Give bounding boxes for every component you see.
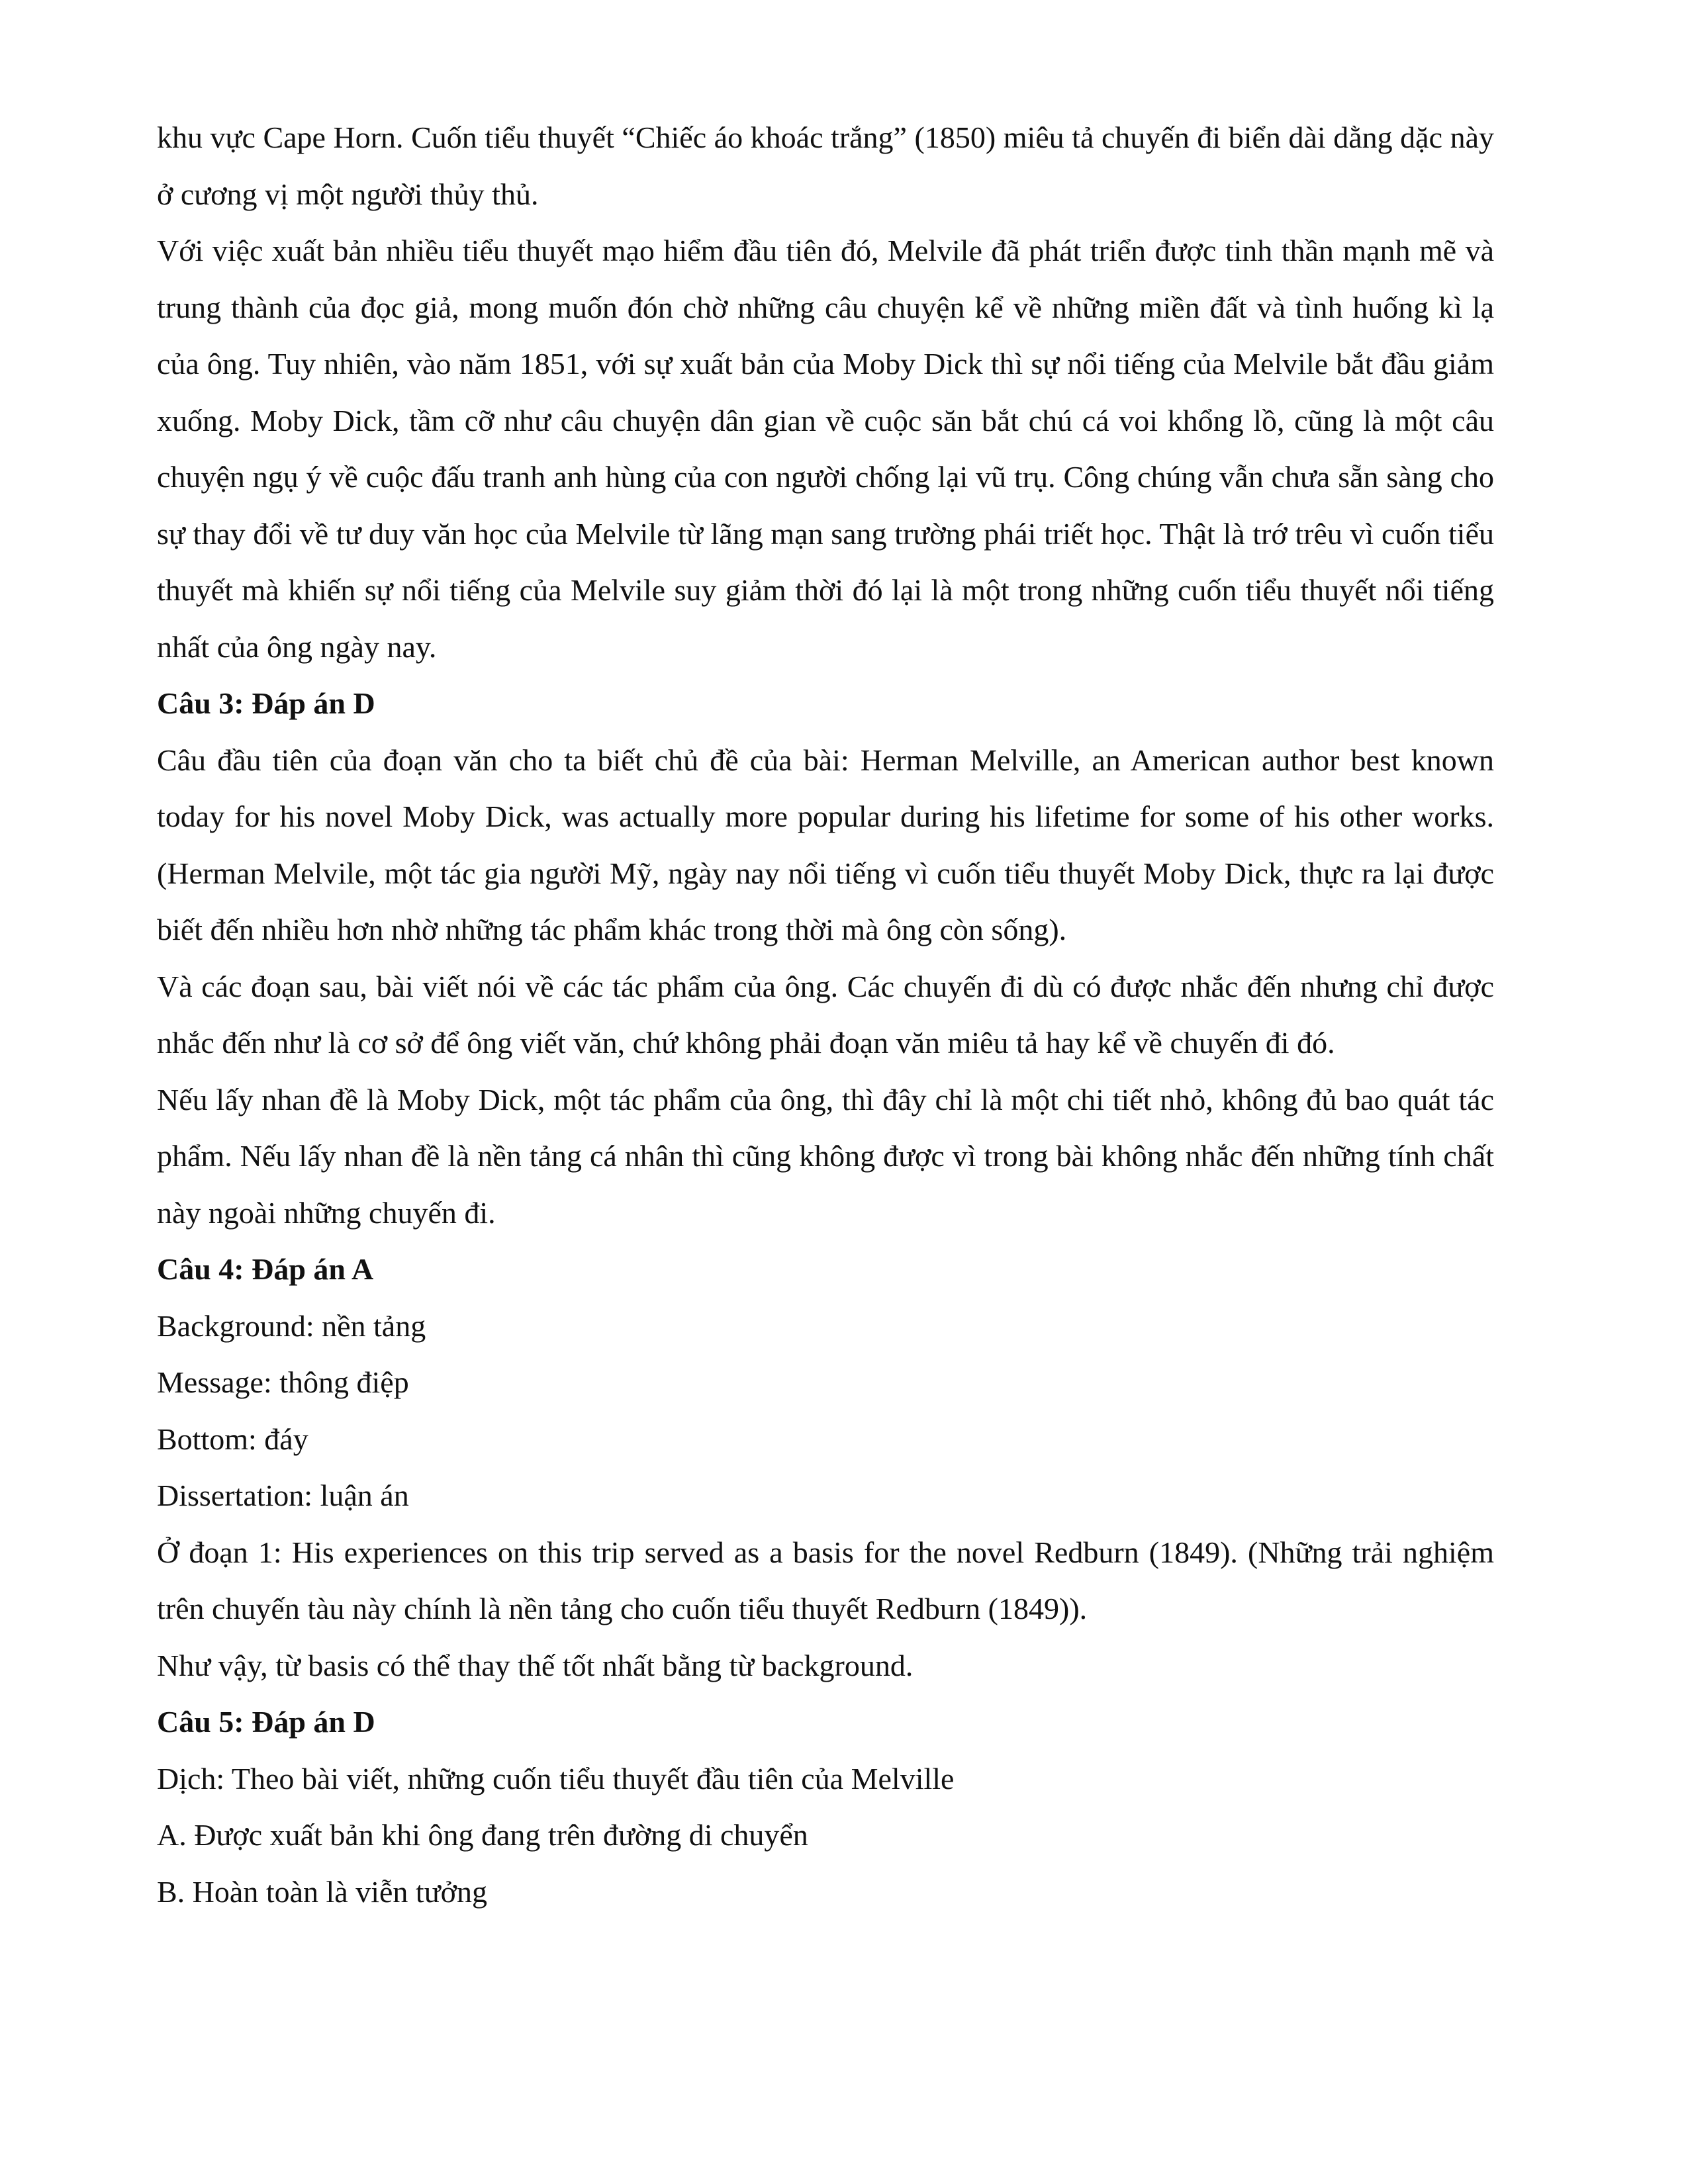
question-4-explanation-2: Như vậy, từ basis có thể thay thế tốt nhất bằng từ background. [157,1648,914,1682]
question-4-option-1: Background: nền tảng [157,1308,426,1343]
question-5-option-a: A. Được xuất bản khi ông đang trên đường di chuyển [157,1818,808,1852]
question-3-explanation-3: Nếu lấy nhan đề là Moby Dick, một tác phẩm của ông, thì đây chỉ là một chi tiết nhỏ, không đủ bao quát tác phẩm. Nếu lấy nhan đề là nền tảng cá nhân thì cũng không được vì trong bài không nhắc đến những tính chất này ngoài những chuyến đi. [157,1082,1494,1230]
question-3-heading: Câu 3: Đáp án D [157,686,375,720]
question-5-option-b: B. Hoàn toàn là viễn tưởng [157,1874,487,1909]
question-4-option-3: Bottom: đáy [157,1422,308,1456]
question-3-explanation-1: Câu đầu tiên của đoạn văn cho ta biết chủ đề của bài: Herman Melville, an American author best known today for his novel Moby Dick, was actually more popular during his lifetime for some of his other works. (Herman Melvile, một tác gia người Mỹ, ngày nay nổi tiếng vì cuốn tiểu thuyết Moby Dick, thực ra lại được biết đến nhiều hơn nhờ những tác phẩm khác trong thời mà ông còn sống). [157,743,1494,946]
paragraph-melvile-novels: Với việc xuất bản nhiều tiểu thuyết mạo hiểm đầu tiên đó, Melvile đã phát triển được tinh thần mạnh mẽ và trung thành của đọc giả, mong muốn đón chờ những câu chuyện kể về những miền đất và tình huống kì lạ của ông. Tuy nhiên, vào năm 1851, với sự xuất bản của Moby Dick thì sự nổi tiếng của Melvile bắt đầu giảm xuống. Moby Dick, tầm cỡ như câu chuyện dân gian về cuộc săn bắt chú cá voi khổng lồ, cũng là một câu chuyện ngụ ý về cuộc đấu tranh anh hùng của con người chống lại vũ trụ. Công chúng vẫn chưa sẵn sàng cho sự thay đổi về tư duy văn học của Melvile từ lãng mạn sang trường phái triết học. Thật là trớ trêu vì cuốn tiểu thuyết mà khiến sự nổi tiếng của Melvile suy giảm thời đó lại là một trong những cuốn tiểu thuyết nổi tiếng nhất của ông ngày nay. [157,234,1494,664]
question-4-heading: Câu 4: Đáp án A [157,1252,374,1286]
question-4-option-2: Message: thông điệp [157,1365,409,1399]
document-page [157,109,1494,1920]
question-5-translation: Dịch: Theo bài viết, những cuốn tiểu thuyết đầu tiên của Melville [157,1761,955,1796]
question-4-option-4: Dissertation: luận án [157,1479,409,1512]
question-5-heading: Câu 5: Đáp án D [157,1705,375,1739]
question-3-explanation-2: Và các đoạn sau, bài viết nói về các tác phẩm của ông. Các chuyến đi dù có được nhắc đến nhưng chỉ được nhắc đến như là cơ sở để ông viết văn, chứ không phải đoạn văn miêu tả hay kể về chuyến đi đó. [157,969,1494,1060]
question-4-explanation-1: Ở đoạn 1: His experiences on this trip served as a basis for the novel Redburn (1849). (Những trải nghiệm trên chuyến tàu này chính là nền tảng cho cuốn tiểu thuyết Redburn (1849)). [157,1535,1494,1625]
paragraph-cape-horn: khu vực Cape Horn. Cuốn tiểu thuyết “Chiếc áo khoác trắng” (1850) miêu tả chuyến đi biển dài dằng dặc này ở cương vị một người thủy thủ. [157,120,1494,211]
